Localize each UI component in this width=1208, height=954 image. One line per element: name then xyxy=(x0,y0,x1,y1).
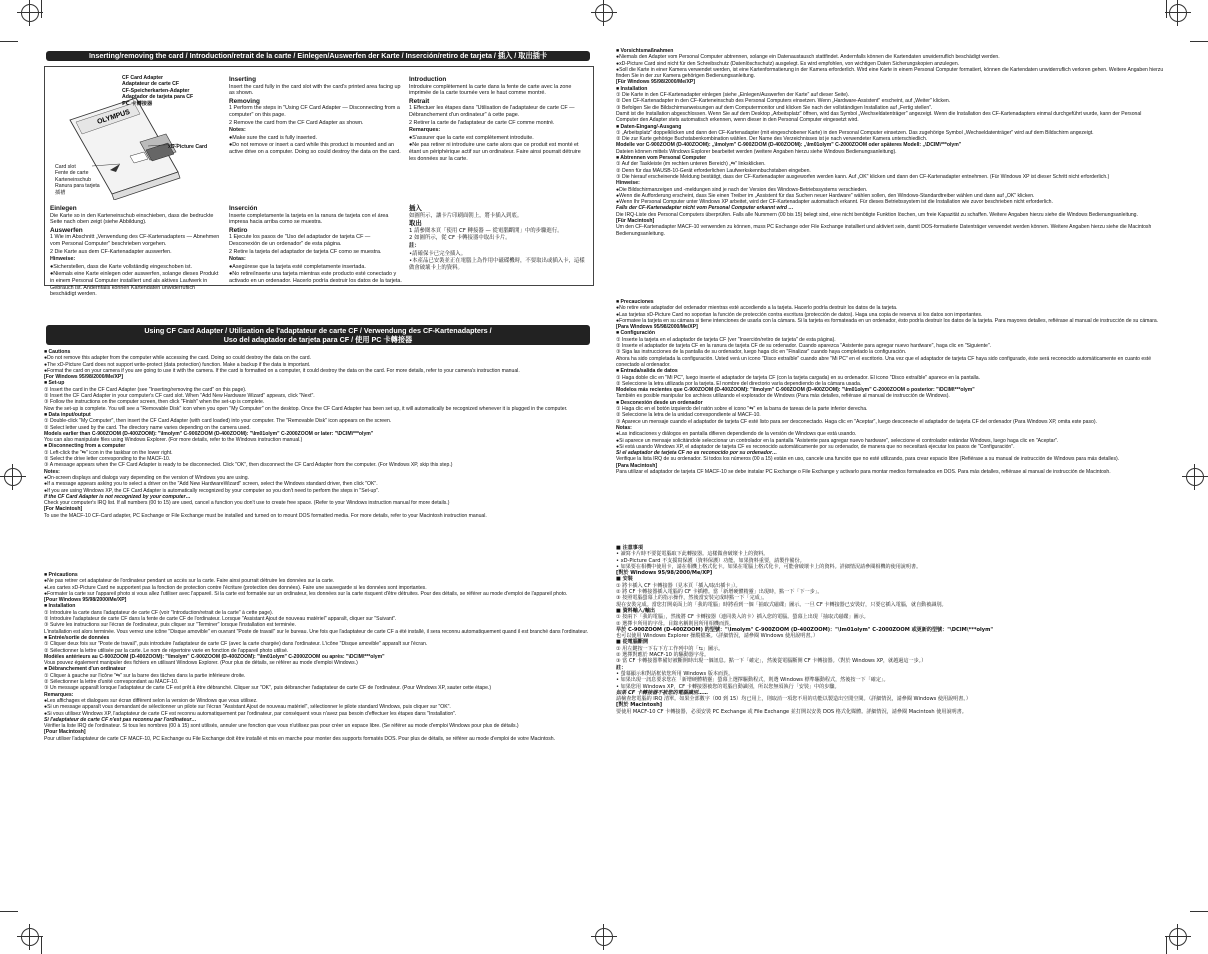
instruction-heading: ■ Set-up xyxy=(44,380,65,387)
instruction-line: • 螢幕顯示和對話框依您所用 Windows 版本而異。 xyxy=(616,670,734,677)
instruction-line: También es posible manipular los archivos utilizando el explorador de Windows (Para más detalles, refiérase al manual de instrucción de Windows). xyxy=(616,393,950,400)
instruction-heading: 註： xyxy=(616,664,627,671)
registration-mark-top-left xyxy=(17,0,43,26)
registration-mark-top-center xyxy=(591,0,617,26)
instruction-heading: [Für Macintosh] xyxy=(616,218,655,225)
instruction-heading: Modelos más recientes que C-900ZOOM (D-400ZOOM): "\Imolym" C-900ZOOM (D-400ZOOM): "\Im01olym" C-2000ZOOM o posterior: "\DCIM\***olym" xyxy=(616,387,975,394)
instruction-line: ② Sélectionner la lettre d'unité correspondant au MACF-10. xyxy=(44,679,179,686)
instruction-line: • xD-Picture Card 不支援寫保護（資料保護）功能。如果資料重要，請製作備份。 xyxy=(616,557,805,564)
instruction-line: ●Niemals den Adapter vom Personal Computer abtrennen, solange ein Datenaustausch stattfindet. Andernfalls können die Kartendaten unwiderruflich beschädigt werden. xyxy=(616,54,1000,61)
registration-mark-left-middle xyxy=(0,464,26,490)
notes-title: Notes: xyxy=(229,127,246,134)
step: 2 Die Karte aus dem CF-Kartenadapter auswerfen. xyxy=(50,248,172,255)
instruction-heading: ■ Disconnecting from a computer xyxy=(44,443,126,450)
instruction-line: 要使用 MACF-10 CF 卡轉接器，必須安裝 PC Exchange 或 File Exchange 並打開以安裝 DOS 格式化媒體。詳細情況，請參閱 Macintosh 使用說明書。 xyxy=(616,708,967,715)
english-instructions xyxy=(44,349,592,519)
slot-label: 插槽 xyxy=(55,189,66,196)
registration-mark-bottom-left xyxy=(17,924,43,950)
crop-line xyxy=(0,911,18,912)
instruction-line: ●If a message appears asking you to select a driver on the "Add New HardwareWizard" screen, select the Windows standard driver, then click "OK". xyxy=(44,481,378,488)
instruction-heading: ■ Data input/output xyxy=(44,411,91,418)
inserting-section xyxy=(229,76,402,157)
instruction-heading: [對於 Macintosh] xyxy=(616,702,663,709)
instruction-line: • 如果您用 Windows XP，CF 卡轉接器被您的電腦自動識別，所以您無須執行「安裝」中的步驟。 xyxy=(616,683,840,690)
chinese-insert-section xyxy=(409,205,585,272)
instruction-heading: [Para Windows 95/98/2000/Me/XP] xyxy=(616,324,698,331)
instruction-line: ② Den CF-Kartenadapter in den CF-Karteneinschub des Personal Computers einsetzen. Wenn „Hardware-Assistent" erscheint, auf „Weiter" klicken. xyxy=(616,98,951,105)
step: 1 Wie im Abschnitt „Verwendung des CF-Kartenadapters — Abnehmen vom Personal Computer" beschrieben vorgehen. xyxy=(50,234,220,247)
slot-label: Fente de carte xyxy=(55,170,89,177)
instruction-heading: [For Windows 95/98/2000/Me/XP] xyxy=(44,374,123,381)
instruction-heading: Notes: xyxy=(44,468,60,475)
instruction-line: Para utilizar el adaptador de tarjeta CF MACF-10 se debe instalar PC Exchange o File Exchange y activarlo para montar medios formateados en DOS. Para más detalles, refiérase al manual de instrucción de Macintosh. xyxy=(616,469,1111,476)
instruction-line: ② Die zur Karte gehörige Buchstabenkombination wählen. Der Name des Verzeichnisses ist je nach verwendeter Kamera unterschiedlich. xyxy=(616,136,928,143)
note: ●Make sure the card is fully inserted. xyxy=(229,134,318,141)
instruction-line: ② Select letter used by the card. The directory name varies depending on the camera used. xyxy=(44,424,251,431)
instruction-subheading: Si l'adaptateur de carte CF n'est pas reconnu par l'ordinateur… xyxy=(44,716,197,723)
instruction-line: To use the MACF-10 CF-Card adapter, PC Exchange or File Exchange must be installed and turned on to mount DOS formatted media. For more details, refer to your Macintosh instruction manual. xyxy=(44,512,487,519)
section-title: Removing xyxy=(229,97,260,105)
notes-title: 註： xyxy=(409,242,420,249)
instruction-line: ① Inserte la tarjeta en el adaptador de tarjeta CF (ver "Inserción/retiro de tarjeta" de esta página). xyxy=(616,336,836,343)
instruction-line: ●Las indicaciones y diálogos en pantalla difieren dependiendo de la versión de Windows que está usando. xyxy=(616,431,857,438)
instruction-heading: ■ Installation xyxy=(616,85,648,92)
instruction-line: ② Seleccione la letra utilizada por la tarjeta. El nombre del directorio varía dependiendo de la cámara usada. xyxy=(616,380,862,387)
instruction-heading: [Für Windows 95/98/2000/Me/XP] xyxy=(616,79,695,86)
section-body: Insert the card fully in the card slot with the card's printed area facing up as shown. xyxy=(229,83,401,97)
section-title: Inserting xyxy=(229,76,256,83)
instruction-line: Now the set-up is complete. You will see a "Removable Disk" icon when you open "My Computer" on the desktop. Once the CF Card Adapter has been set up, it will automatically be recognized whenever it is plugged in the computer. xyxy=(44,405,568,412)
instruction-line: ① Left-click the "⇆" icon in the taskbar on the lower right. xyxy=(44,449,173,456)
instruction-line: ② Select the drive letter corresponding to the MACF-10. xyxy=(44,456,171,463)
introduction-section xyxy=(409,76,585,163)
section-body: Inserte completamente la tarjeta en la ranura de tarjeta con el área impresa hacia arriba como se muestra. xyxy=(229,212,389,226)
instruction-line: ① Introduire la carte dans l'adaptateur de carte CF (voir "Introduction/retrait de la carte" à cette page). xyxy=(44,609,274,616)
instruction-subheading: Si el adaptador de tarjeta CF no es reconocido por su ordenador… xyxy=(616,450,778,457)
crop-line xyxy=(0,41,18,42)
adapter-labels xyxy=(122,75,232,107)
section-body: Die Karte so in den Karteneinschub einschieben, dass die bedruckte Seite nach oben zeigt (siehe Abbildung). xyxy=(50,212,214,226)
section-title: Retiro xyxy=(229,226,248,234)
instruction-line: ●No retire este adaptador del ordenador mientras esté accediendo a la tarjeta. Hacerlo podría destruir los datos de la tarjeta. xyxy=(616,305,898,312)
instruction-heading: ■ Vorsichtsmaßnahmen xyxy=(616,48,674,54)
step: 2 Retirer la carte de l'adaptateur de carte CF comme montré. xyxy=(409,119,555,126)
instruction-line: • 如果要在相機中使用卡，請在相機上格式化卡。如果在電腦上格式化卡，可能會破壞卡上的資料。詳細情況請參閱相機的使用說明書。 xyxy=(616,563,922,570)
instruction-subheading: If the CF Card Adapter is not recognized by your computer… xyxy=(44,493,191,500)
instruction-heading: ■ Abtrennen vom Personal Computer xyxy=(616,155,707,162)
slot-label: Card slot xyxy=(55,164,76,170)
instruction-line: ② Denn für das MAUSB-10-Gerät erforderlichen Laufwerkskennbuchstaben eingeben. xyxy=(616,167,811,174)
section-title: Einlegen xyxy=(50,205,77,212)
instruction-line: ③ Suivre les instructions sur l'écran de l'ordinateur, puis cliquer sur "Terminer" lorsque l'installation est terminée. xyxy=(44,622,297,629)
instruction-line: ●On-screen displays and dialogs vary depending on the version of Windows you are using. xyxy=(44,474,249,481)
instruction-line: ② Inserte el adaptador de tarjeta CF en la ranura de tarjeta CF de su ordenador. Cuando aparezca "Asistente para agregar nuevo hardware", haga clic en "Siguiente". xyxy=(616,343,992,350)
instruction-subheading: 如果 CF 卡轉接器不被您的電腦識別…… xyxy=(616,689,709,696)
step: 2 如圖所示，從 CF 卡轉接器中取出卡片。 xyxy=(409,235,511,242)
instruction-heading: Hinweise: xyxy=(616,180,640,187)
section-title: 取出 xyxy=(409,219,422,228)
adapter-label: CF Card Adapter xyxy=(122,75,164,81)
instruction-line: ① Insert the card in the CF Card Adapter (see "Inserting/removing the card" on this page). xyxy=(44,386,247,393)
instruction-line: ③ A message appears when the CF Card Adapter is ready to be disconnected. Click "OK", then disconnect the CF Card Adapter from the computer. (For Windows XP, skip this step.) xyxy=(44,462,453,469)
instruction-heading: ■ Configuración xyxy=(616,330,656,337)
section-title: Retrait xyxy=(409,97,430,105)
instruction-heading: ■ Entrée/sortie de données xyxy=(44,634,110,641)
note: •本產品已安裝並正在電腦上為作用中磁碟機時，不要取出或插入卡，這樣做會破壞卡上的資料。 xyxy=(409,258,585,271)
instruction-heading: ■ 從電腦斷開 xyxy=(616,639,649,646)
instruction-heading: [Para Macintosh] xyxy=(616,462,658,469)
slot-label: Ranura para tarjeta xyxy=(55,183,100,190)
instruction-heading: ■ Cautions xyxy=(44,349,71,355)
instruction-line: You can also manipulate files using Windows Explorer. (For more details, refer to the Windows instruction manual.) xyxy=(44,437,303,444)
instruction-heading: ■ Desconexión desde un ordenador xyxy=(616,399,703,406)
instruction-line: ③ 當 CF 卡轉接器準備好被斷開時出現一個訊息。點一下「確定」，然後從電腦斷開 CF 卡轉接器。（對於 Windows XP，就越過這一步。） xyxy=(616,658,927,665)
crop-line xyxy=(1166,936,1167,954)
instruction-line: ●Format the card on your camera if you are going to use it with the camera. If the card is formatted on a computer, it could destroy the data on the card. For more details, refer to your camera's instruction manual. xyxy=(44,367,520,374)
instruction-line: Die IRQ-Liste des Personal Computers überprüfen. Falls alle Nummern (00 bis 15) belegt sind, eine nicht benötigte Funktion löschen, um freie Kapazität zu schaffen. Weitere Angaben hierzu siehe die Windows Bedienungsanleitung. xyxy=(616,211,1138,218)
instruction-heading: ■ 安裝 xyxy=(616,576,633,583)
note: ●Niemals eine Karte einlegen oder auswerfen, solange dieses Produkt in einem Personal Computer installiert und als aktives Laufwerk in Gebrauch ist. Andernfalls können Kartendaten unwiderruflich beschädigt werden. xyxy=(50,271,219,298)
note: •請確保卡已完全插入。 xyxy=(409,250,467,257)
instruction-line: ① Double-click "My Computer", then insert the CF Card Adapter (with card loaded) into your computer. The "Removable Disk" icon appears on the screen. xyxy=(44,418,392,425)
step: 1 Ejecute los pasos de "Uso del adaptador de tarjeta CF — Desconexión de un ordenador" de esta página. xyxy=(229,234,371,247)
note: ●Asegúrese que la tarjeta esté completamente insertada. xyxy=(229,263,366,270)
banner-line: Uso del adaptador de tarjeta para CF / 使用 PC 卡轉接器 xyxy=(223,335,413,344)
note: ●Do not remove or insert a card while this product is mounted and an active drive on a computer. Doing so could destroy the data on the card. xyxy=(229,142,401,155)
instruction-heading: Modèles antérieurs au C-900ZOOM (D-400ZOOM): "\Imolym" C-900ZOOM (D-400ZOOM): "\Im01olym" C-2000ZOOM ou après: "\DCIM\***olym" xyxy=(44,653,385,660)
instruction-heading: ■ Précautions xyxy=(44,572,78,578)
instruction-line: ① „Arbeitsplatz" doppelklicken und dann den CF-Kartenadapter (mit eingeschobener Karte) in den Personal Computer einsetzen. Das zugehörige Symbol „Wechseldatenträger" wird auf dem Bildschirm angezeigt. xyxy=(616,129,1094,136)
instruction-line: 請檢查您電腦的 IRQ 清單。如果全部數字（00 到 15）均已用上，則取消一項您不用的功能以製造出空閒空間。（詳細情況，請參閱 Windows 使用說明書。） xyxy=(616,696,971,703)
instruction-heading: ■ 資料輸入/輸出 xyxy=(616,607,656,614)
instruction-line: ② 將 CF 卡轉接器插入電腦的 CF 卡插槽。當「新增硬體精靈」出現時，點一下「下一步」。 xyxy=(616,589,823,596)
instruction-line: ●Wenn die Aufforderung erscheint, dass Sie einen Treiber im „Assistent für das Suchen neuer Hardware" wählen sollen, den Windows-Standardtreiber wählen und dann auf „OK" klicken. xyxy=(616,192,1035,199)
instruction-line: ③ Aparece un mensaje cuando el adaptador de tarjeta CF esté listo para ser desconectado. Haga clic en "Aceptar", luego desconecte el adaptador de tarjeta CF del ordenador (Para Windows XP, omita este paso). xyxy=(616,418,1097,425)
instruction-line: ●Les cartes xD-Picture Card ne supportent pas la fonction de protection contre l'écriture (protection des données). Faire une sauvegarde si les données sont importantes. xyxy=(44,584,427,591)
instruction-line: Vous pouvez également manipuler des fichiers en utilisant Windows Explorer. (Pour plus de détails, se référer au mode d'emploi Windows.) xyxy=(44,660,358,667)
instruction-heading: ■ Débranchement d'un ordinateur xyxy=(44,666,126,673)
instruction-line: ●Si está usando Windows XP, el adaptador de tarjeta CF es reconocido automáticamente por su ordenador, de manera que no necesitará ejecutar los pasos de "Configuración". xyxy=(616,443,1015,450)
instruction-line: • 讀寫卡片時不要從電腦取下此轉接器。這樣做會破壞卡上的資料。 xyxy=(616,551,769,558)
section-title: Auswerfen xyxy=(50,226,83,234)
instruction-heading: 早於 C-900ZOOM (D-400ZOOM) 的型號："\Imolym" C-900ZOOM (D-400ZOOM)："\Im01olym" C-2000ZOOM 或更新的型號："\DCIM\***olym" xyxy=(616,626,994,633)
section-banner-using-adapter xyxy=(46,325,590,345)
instruction-line: ① Cliquer deux fois sur "Poste de travail", puis introduire l'adaptateur de carte CF (avec la carte chargée) dans l'ordinateur. L'icône "Disque amovible" apparaît sur l'écran. xyxy=(44,641,428,648)
instruction-line: ② Insert the CF Card Adapter in your computer's CF card slot. When "Add New Hardware Wizard" appears, click "Next". xyxy=(44,393,315,400)
instruction-line: ●Ne pas retirer cet adaptateur de l'ordinateur pendant un accès sur la carte. Faire ainsi pourrait détruire les données sur la carte. xyxy=(44,578,335,585)
instruction-line: ② 選擇卡所用的字母。目錄名稱則因所用相機而異。 xyxy=(616,620,735,627)
chinese-instructions xyxy=(616,545,1164,715)
instruction-line: Dateien können mittels Windows Explorer bearbeitet werden (weitere Angaben hierzu siehe Windows Bedienungsanleitung). xyxy=(616,148,897,155)
instruction-line: ●Si aparece un mensaje solicitándole seleccionar un controlador en la pantalla "Asistente para agregar nuevo hardware", seleccione el controlador estándar Windows, luego haga clic en "Aceptar". xyxy=(616,437,1059,444)
spanish-instructions xyxy=(616,299,1164,475)
adapter-label: Adaptateur de carte CF xyxy=(122,81,180,88)
instruction-heading: [For Macintosh] xyxy=(44,506,83,513)
instruction-line: ●Wenn Ihr Personal Computer unter Windows XP arbeitet, wird der CF-Kartenadapter automatisch erkannt. Für dieses Betriebssystem ist die Installation wie zuvor beschrieben nicht erforderlich. xyxy=(616,199,1053,206)
registration-mark-bottom-right xyxy=(1165,924,1191,950)
note: ●Sicherstellen, dass die Karte vollständig eingeschoben ist. xyxy=(50,263,192,270)
instruction-heading: Remarques: xyxy=(44,691,74,698)
slot-labels xyxy=(55,164,100,196)
section-body: Introduire complètement la carte dans la fente de carte avec la zone imprimée de la carte tournée vers le haut comme montré. xyxy=(409,83,572,97)
instruction-line: ●xD-Picture Card sind nicht für den Schreibschutz (Datenlöschschutz) ausgelegt. Es wird empfohlen, von wichtigen Daten Sicherungskopien anzulegen. xyxy=(616,60,960,67)
instruction-line: ② Sélectionner la lettre utilisée par la carte. Le nom de répertoire varie en fonction de l'appareil photo utilisé. xyxy=(44,647,289,654)
instruction-line: ③ Siga las instrucciones de la pantalla de su ordenador, luego haga clic en "Finalizar" cuando haya completado la configuración. xyxy=(616,349,907,356)
instruction-line: ●Formater la carte sur l'appareil photo si vous allez l'utiliser avec l'appareil. Si la carte est formatée sur un ordinateur, les données sur la carte risquent d'être détruites. Pour des détails, se référer au mode d'emploi de l'appareil photo. xyxy=(44,590,568,597)
instruction-subheading: Falls der CF-Kartenadapter nicht vom Personal Computer erkannt wird … xyxy=(616,205,794,212)
instruction-line: ●Las tarjetas xD-Picture Card no soportan la función de protección contra escritura (protección de datos). Haga una copia de reserva si los datos son importantes. xyxy=(616,311,983,318)
instruction-heading: Models earlier than C-900ZOOM (D-400ZOOM): "\Imolym" C-900ZOOM (D-400ZOOM): "\Im01olym" C-2000ZOOM or later: "\DCIM\***olym" xyxy=(44,430,374,437)
instruction-heading: ■ Installation xyxy=(44,603,76,610)
instruction-line: ③ Un message apparaît lorsque l'adaptateur de carte CF est prêt à être débranché. Cliquer sur "OK", puis débrancher l'adaptateur de carte CF de l'ordinateur. (Pour Windows XP, sauter cette étape.) xyxy=(44,685,492,692)
step: 2 Remove the card from the CF Card Adapter as shown. xyxy=(229,119,364,126)
xd-card-label: xD-Picture Card xyxy=(168,144,208,150)
registration-mark-bottom-center xyxy=(591,924,617,950)
instruction-line: ●Do not remove this adapter from the computer while accessing the card. Doing so could destroy the data on the card. xyxy=(44,355,311,362)
instruction-line: ① Haga doble clic en "Mi PC", luego inserte el adaptador de tarjeta CF (con la tarjeta cargada) en su ordenador. El icono "Disco extraíble" aparece en la pantalla. xyxy=(616,374,981,381)
instruction-heading: [Pour Windows 95/98/2000/Me/XP] xyxy=(44,597,127,604)
insercion-section xyxy=(229,205,402,286)
notes-title: Hinweise: xyxy=(50,256,76,263)
crop-line xyxy=(41,936,42,954)
notes-title: Remarques: xyxy=(409,127,441,134)
registration-mark-right-middle xyxy=(1182,464,1208,490)
instruction-line: ① 將卡插入 CF 卡轉接器（見本頁「插入/取出插卡」）。 xyxy=(616,582,741,589)
section-banner-inserting-removing: Inserting/removing the card / Introduction/retrait de la carte / Einlegen/Auswerfen der Karte / Inserción/retiro de tarjeta / 插入 / 取出插卡 xyxy=(46,51,590,61)
brand-logo-text: OLYMPUS xyxy=(96,108,131,126)
notes-title: Notas: xyxy=(229,256,246,263)
instruction-line: ●The xD-Picture Card does not support write-protect (data protection) function. Make a backup if the data is important. xyxy=(44,361,311,368)
instruction-line: L'installation est alors terminée. Vous verrez une icône "Disque amovible" en ouvrant "Poste de travail" sur le bureau. Une fois que l'adaptateur de carte CF a été installé, il sera reconnu automatiquement quand il est branché dans l'ordinateur. xyxy=(44,628,589,635)
instruction-line: ③ Befolgen Sie die Bildschirmanweisungen auf dem Computermonitor und klicken Sie nach der vollständigen Installation auf „Fertig stellen". xyxy=(616,104,933,111)
step: 1 Effectuer les étapes dans "Utilisation de l'adaptateur de carte CF — Débranchement d'un ordinateur" à cette page. xyxy=(409,105,575,118)
step: 1 請參閱本頁「使用 CF 轉接器 — 從電腦斷開」中的步驟進行。 xyxy=(409,227,563,234)
instruction-heading: Notas: xyxy=(616,424,632,431)
instruction-heading: ■ Daten-Eingang/-Ausgang xyxy=(616,123,682,130)
section-title: 插入 xyxy=(409,204,422,212)
instruction-line: ② 選擇對應於 MACF-10 的驅動器字母。 xyxy=(616,652,710,659)
adapter-label: CF-Speicherkarten-Adapter xyxy=(122,87,190,94)
instruction-line: ●Si un message apparaît vous demandant de sélectionner un pilote sur l'écran "Assistant Ajout de nouveau matériel", sélectionner le pilote standard Windows, puis cliquer sur "OK". xyxy=(44,704,451,711)
instruction-line: ① 用左鍵按一下右下方工作列中的「⇆」圖示。 xyxy=(616,645,724,652)
instruction-line: ●Formatee la tarjeta en su cámara si tiene intenciones de usarla con la cámara. Si la tarjeta es formateada en un ordenador, ésto podría destruir los datos de la tarjeta. Para mayores detalles, refiérase al manual de instrucción de su cámara. xyxy=(616,317,1159,324)
instruction-line: Damit ist die Installation abgeschlossen. Wenn Sie auf dem Desktop „Arbeitsplatz" öffnen, wird das Symbol „Wechseldatenträger" angezeigt. Wenn die Installation des CF-Kartenadapters einmal durchgeführt wurde, kann der Personal Computer den Adapter stets automatisch erkennen, wenn dieser in den Personal Computer eingesetzt wird. xyxy=(616,110,1142,124)
section-title: Introduction xyxy=(409,76,447,83)
instruction-line: 也可以使用 Windows Explorer 操縱檔案。（詳細情況，請參閱 Windows 使用說明書。） xyxy=(616,633,819,640)
german-instructions xyxy=(616,48,1164,237)
instruction-line: ① 按兩下「我的電腦」，然後將 CF 卡轉接器（連同裝入的卡）插入您的電腦。螢幕上出現「抽取式磁碟」圖示。 xyxy=(616,614,869,621)
crop-line xyxy=(41,0,42,18)
instruction-line: Verifique la lista IRQ de su ordenador. Si todos los números (00 a 15) están en uso, cancele una función que no esté utilizando, para crear espacio libre (Refiérase a su manual de instrucción de Windows para más detalles). xyxy=(616,456,1120,463)
instruction-line: ●Si vous utilisez Windows XP, l'adaptateur de carte CF est reconnu automatiquement par l'ordinateur, par conséquent vous n'avez pas besoin d'effectuer les étapes dans "Installation". xyxy=(44,710,457,717)
instruction-heading: Modelle vor C-900ZOOM (D-400ZOOM): „\Imolym" C-900ZOOM (D-400ZOOM): „\Im01olym" C-2000ZOOM oder späteres Modell: „\DCIM\***olym" xyxy=(616,142,962,149)
instruction-line: ① Die Karte in den CF-Kartenadapter einlegen (siehe „Einlegen/Auswerfen der Karte" auf dieser Seite). xyxy=(616,92,850,99)
crop-line xyxy=(1166,0,1167,18)
instruction-line: Um den CF-Kartenadapter MACF-10 verwenden zu können, muss PC Exchange oder File Exchange installiert und aktiviert sein, damit DOS-formatierte Datenträger verwendet werden können. Weitere Angaben hierzu siehe die Macintosh Bedienungsanleitung. xyxy=(616,224,1152,237)
adapter-label: PC 卡轉接器 xyxy=(122,100,153,107)
registration-mark-top-right xyxy=(1165,0,1191,26)
instruction-heading: ■ Entrada/salida de datos xyxy=(616,368,678,375)
instruction-line: ① Haga clic en el botón izquierdo del ratón sobre el icono "⇆" en la barra de tareas de la parte inferior derecha. xyxy=(616,406,868,413)
instruction-heading: [Pour Macintosh] xyxy=(44,729,86,736)
instruction-line: ●If you are using Windows XP, the CF Card Adapter is automatically recognized by your computer so you don't need to perform the steps in "Set-up". xyxy=(44,487,380,494)
instruction-line: ② Seleccione la letra de la unidad correspondiente al MACF-10. xyxy=(616,412,761,419)
instruction-heading: ■ 注意事項 xyxy=(616,545,643,551)
instruction-line: ●Soll die Karte in einer Kamera verwendet werden, ist eine Kartenformatierung in der Kamera erforderlich. Wird eine Karte in einem Personal Computer formatiert, können die Kartendaten unwiderruflich verloren gehen. Weitere Angaben hierzu finden Sie in der zur Kamera gehörigen Bedienungsanleitung. xyxy=(616,66,1164,80)
crop-line xyxy=(1190,41,1208,42)
note: ●S'assurer que la carte est complètement introduite. xyxy=(409,134,534,141)
note: ●No retire/inserte una tarjeta mientras este producto esté conectado y activado en un ordenador. Hacerlo podría destruir los datos de la tarjeta. xyxy=(229,271,402,284)
step: 1 Perform the steps in "Using CF Card Adapter — Disconnecting from a computer" on this page. xyxy=(229,105,400,118)
einlegen-section xyxy=(50,205,222,299)
instruction-line: Check your computer's IRQ list. If all numbers (00 to 15) are used, cancel a function you don't use to create free space. (Refer to your Windows instruction manual for more details.) xyxy=(44,500,450,507)
instruction-line: Vérifier la liste IRQ de l'ordinateur. Si tous les nombres (00 à 15) sont utilisés, annuler une fonction que vous n'utilisez pas pour créer un espace libre. (Se référer au mode d'emploi Windows pour plus de détails.) xyxy=(44,723,519,730)
instruction-heading: [對於 Windows 95/98/2000/Me/XP] xyxy=(616,570,713,577)
instruction-line: 現在安裝完成。當您打開桌面上的「我的電腦」時將看到一個「抽取式磁碟」圖示。一旦 CF 卡轉接器已安裝好，只要它插入電腦，就自動被識別。 xyxy=(616,601,947,608)
instruction-line: ① Cliquer à gauche sur l'icône "⇆" sur la barre des tâches dans la partie inférieure droite. xyxy=(44,672,246,679)
slot-label: Karteneinschub xyxy=(55,176,92,183)
section-body: 如圖所示，讓卡片印刷面朝上，將卡插入到底。 xyxy=(409,212,523,219)
note: ●Ne pas retirer ni introduire une carte alors que ce produit est monté et étant un périphérique actif sur un ordinateur. Faire ainsi pourrait détruire les données sur la carte. xyxy=(409,142,581,162)
french-instructions xyxy=(44,572,592,742)
instruction-line: ③ Die hierauf erscheinende Meldung bestätigt, dass der CF-Kartenadapter ausgeworfen werden kann. Auf „OK" klicken und dann den CF-Kartenadapter entnehmen. (Für Windows XP ist dieser Schritt nicht erforderlich.) xyxy=(616,173,1110,180)
instruction-line: ③ 按照電腦螢幕上的指示操作，然後當安裝完成時點一下「完成」。 xyxy=(616,595,768,602)
banner-line: Using CF Card Adapter / Utilisation de l'adaptateur de carte CF / Verwendung des CF-Kartenadapters / xyxy=(144,326,492,335)
section-title: Inserción xyxy=(229,205,258,212)
step: 2 Retire la tarjeta del adaptador de tarjeta CF como se muestra. xyxy=(229,248,382,255)
instruction-line: ③ Follow the instructions on the computer screen, then click "Finish" when the set-up is complete. xyxy=(44,399,265,406)
instruction-line: ●Les affichages et dialogues sur écran diffèrent selon la version de Windows que vous utilisez. xyxy=(44,697,258,704)
instruction-heading: ■ Precauciones xyxy=(616,299,654,305)
crop-line xyxy=(1190,911,1208,912)
instruction-line: Pour utiliser l'adaptateur de carte CF MACF-10, PC Exchange ou File Exchange doit être installé et mis en marche pour monter des supports formatés DOS. Pour plus de détails, se référer au mode d'emploi de votre Macintosh. xyxy=(44,735,555,742)
instruction-line: ① Auf der Taskleiste (im rechten unteren Bereich) „⇆" linksklicken. xyxy=(616,161,766,168)
instruction-line: ② Introduire l'adaptateur de carte CF dans la fente de carte CF de l'ordinateur. Lorsque "Assistant Ajout de nouveau matériel" apparaît, cliquer sur "Suivant". xyxy=(44,616,397,623)
instruction-line: • 如果出現一訊息要求您在「新增硬體精靈」螢幕上選擇驅動程式，則選 Windows 標準驅動程式，然後按一下「確定」。 xyxy=(616,677,889,684)
instruction-line: ●Die Bildschirmanzeigen und -meldungen sind je nach der Version des Windows-Betriebssystems verschieden. xyxy=(616,186,868,193)
adapter-label: Adaptador de tarjeta para CF xyxy=(122,94,194,101)
instruction-line: Ahora ha sido completada la configuración. Usted verá un icono "Disco extraíble" cuando abre "Mi PC" en el escritorio. Una vez que el adaptador de tarjeta CF haya sido configurado, éste será reconocido automáticamente en cuanto esté conectado al ordenador. xyxy=(616,355,1152,368)
